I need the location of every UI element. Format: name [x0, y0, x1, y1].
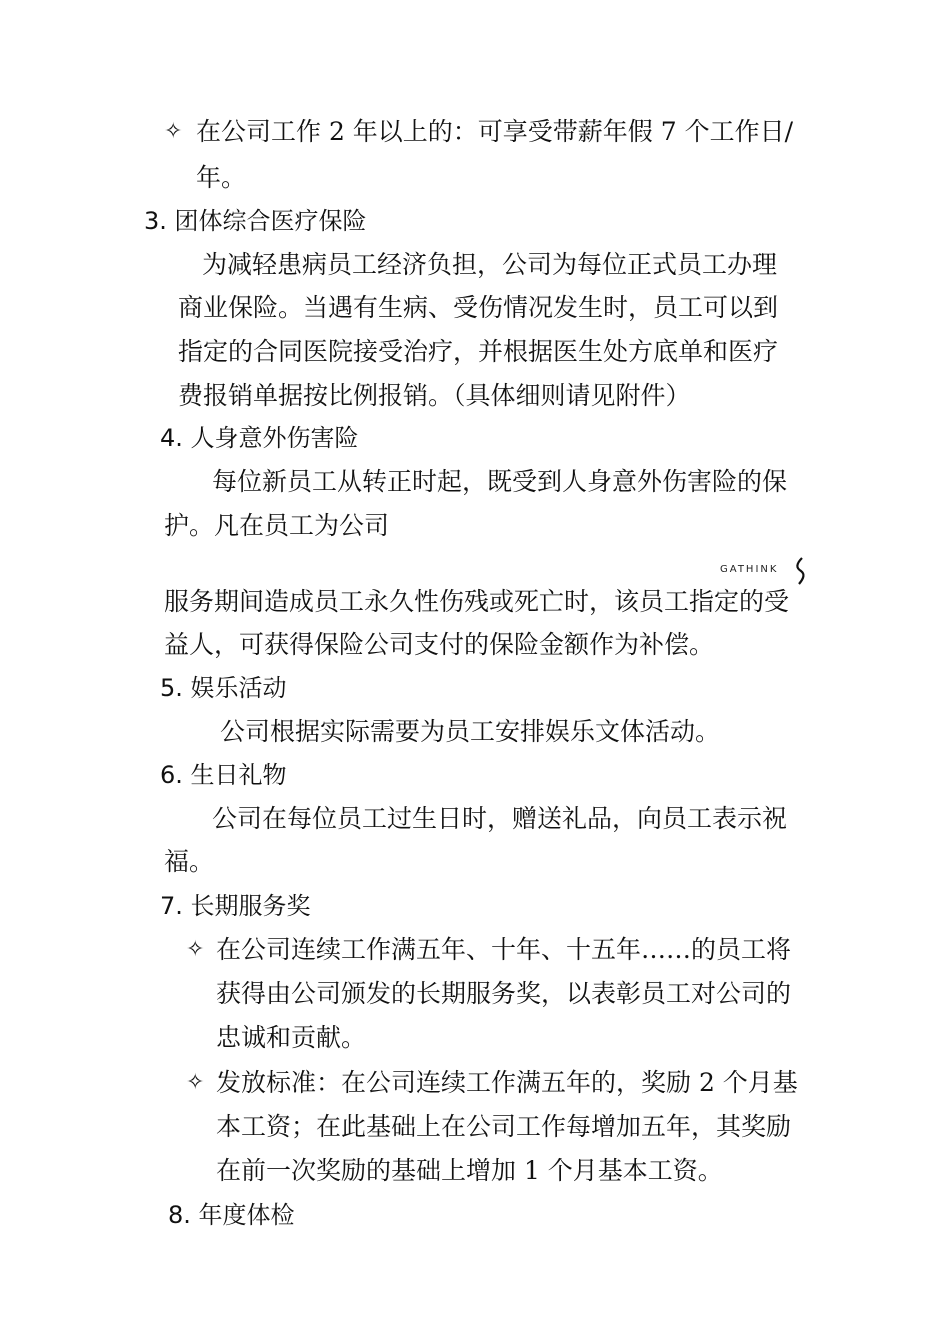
logo-wordmark: GATHINK: [720, 564, 779, 575]
paragraph-line: 年。: [196, 163, 247, 192]
paragraph-line: 为减轻患病员工经济负担，公司为每位正式员工办理: [202, 250, 778, 279]
paragraph-line: 福。: [164, 847, 215, 876]
paragraph-line: 在公司连续工作满五年、十年、十五年……的员工将: [216, 935, 792, 964]
paragraph-line: 在公司工作 2 年以上的：可享受带薪年假 7 个工作日/: [196, 117, 794, 146]
paragraph-line: 本工资；在此基础上在公司工作每增加五年，其奖励: [216, 1112, 792, 1141]
paragraph-line: 护。凡在员工为公司: [164, 511, 390, 540]
section-heading-4: 4. 人身意外伤害险: [160, 424, 359, 452]
bullet-icon: ✧: [186, 937, 205, 962]
paragraph-line: 益人，可获得保险公司支付的保险金额作为补偿。: [164, 630, 715, 659]
paragraph-line: 每位新员工从转正时起，既受到人身意外伤害险的保: [212, 467, 788, 496]
paragraph-line: 费报销单据按比例报销。（具体细则请见附件）: [178, 381, 691, 410]
section-heading-6: 6. 生日礼物: [160, 761, 287, 789]
bullet-icon: ✧: [164, 119, 183, 144]
logo-mark-icon: [790, 556, 810, 586]
paragraph-line: 服务期间造成员工永久性伤残或死亡时，该员工指定的受: [164, 587, 790, 616]
gathink-logo: [720, 556, 820, 586]
section-heading-7: 7. 长期服务奖: [160, 892, 311, 920]
section-heading-3: 3. 团体综合医疗保险: [144, 207, 367, 235]
section-heading-8: 8. 年度体检: [168, 1201, 295, 1229]
paragraph-line: 指定的合同医院接受治疗，并根据医生处方底单和医疗: [178, 337, 779, 366]
section-heading-5: 5. 娱乐活动: [160, 674, 287, 702]
paragraph-line: 商业保险。当遇有生病、受伤情况发生时，员工可以到: [178, 293, 779, 322]
paragraph-line: 忠诚和贡献。: [216, 1023, 367, 1052]
paragraph-line: 公司根据实际需要为员工安排娱乐文体活动。: [220, 717, 721, 746]
paragraph-line: 发放标准：在公司连续工作满五年的，奖励 2 个月基: [216, 1068, 798, 1097]
paragraph-line: 公司在每位员工过生日时，赠送礼品，向员工表示祝: [212, 804, 788, 833]
paragraph-line: 在前一次奖励的基础上增加 1 个月基本工资。: [216, 1156, 723, 1185]
bullet-icon: ✧: [186, 1070, 205, 1095]
paragraph-line: 获得由公司颁发的长期服务奖，以表彰员工对公司的: [216, 979, 792, 1008]
